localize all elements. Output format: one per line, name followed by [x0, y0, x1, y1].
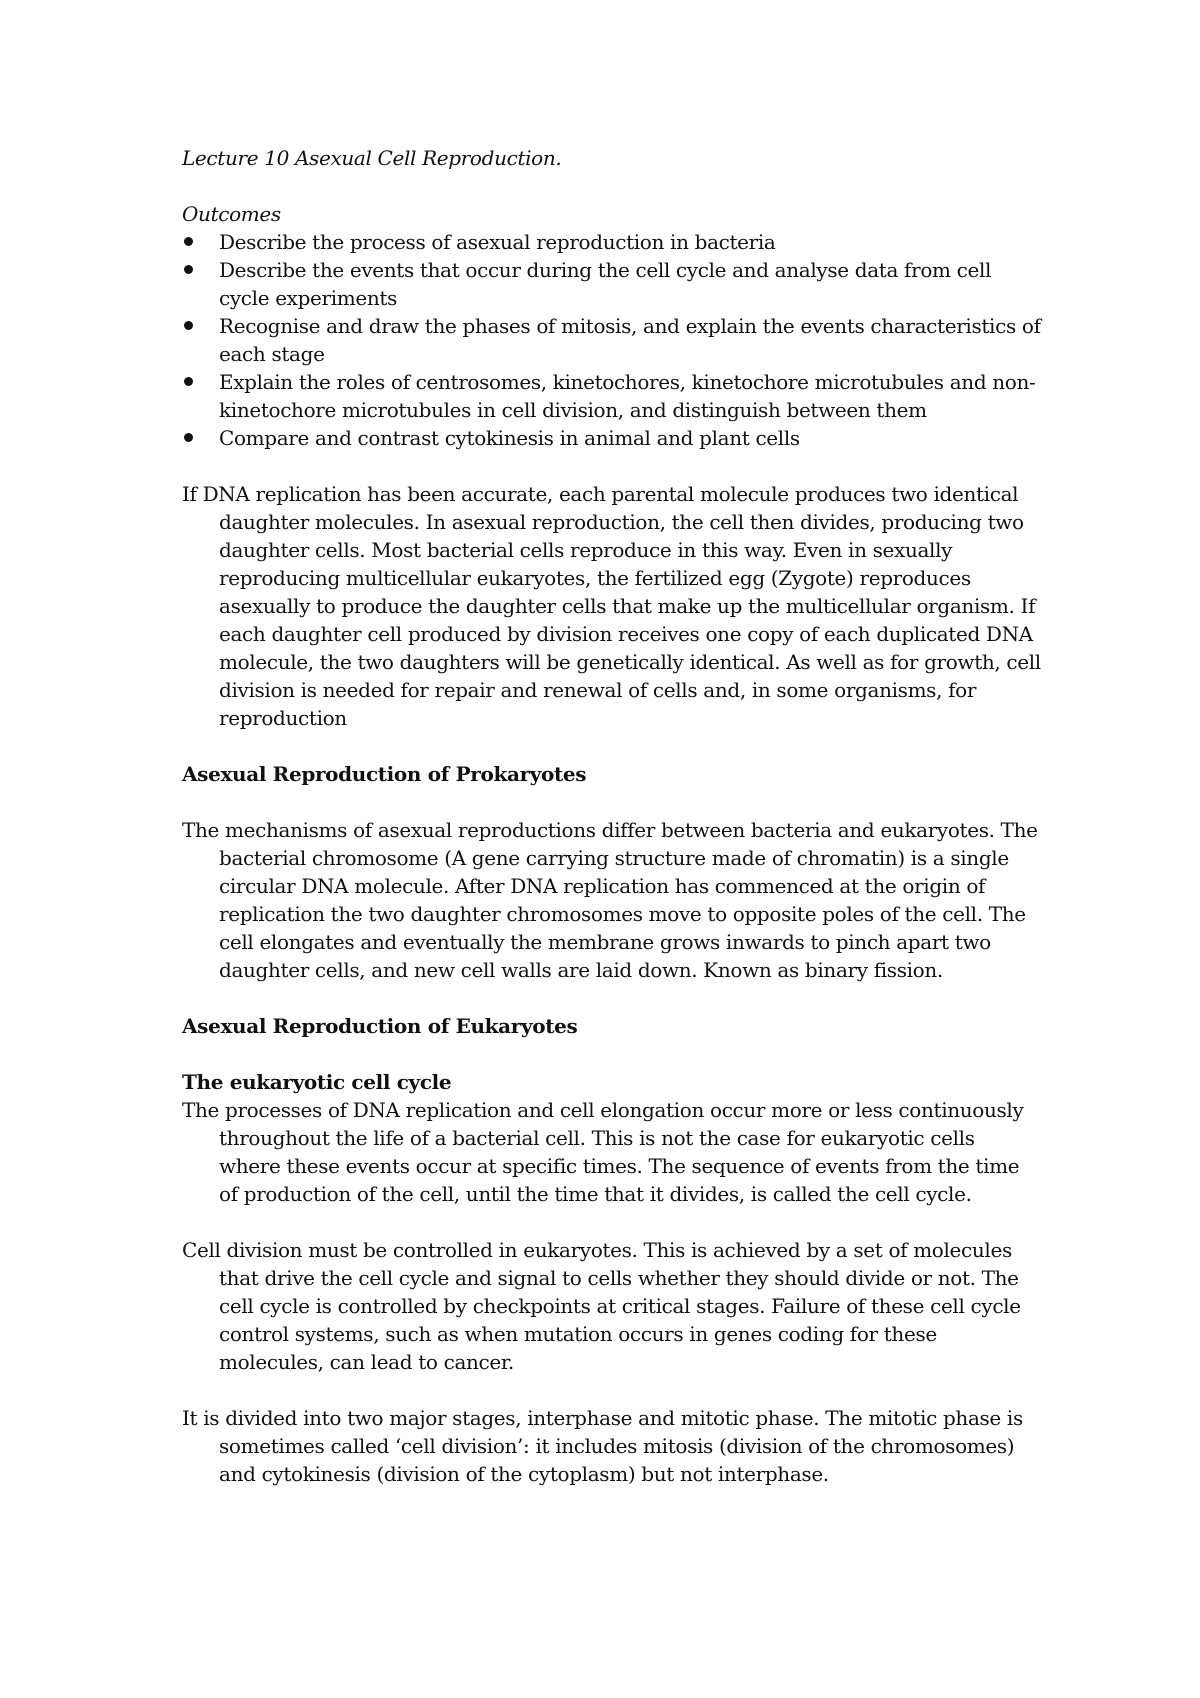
cell-cycle-paragraph-2: Cell division must be controlled in eukaryotes. This is achieved by a set of molecules that drive the cell cycle and signal to cells whether they should divide or not. The cell cycle is controlled by checkpoints at critical stages. Failure of these cell cycle control systems, such as when mutation occurs in genes coding for these molecules, can lead to cancer.: [182, 1238, 1021, 1374]
outcome-item: [182, 424, 1042, 452]
outcome-text: Describe the events that occur during the cell cycle and analyse data from cell cycle experiments: [219, 258, 992, 310]
intro-paragraph: If DNA replication has been accurate, each parental molecule produces two identical daughter molecules. In asexual reproduction, the cell then divides, producing two daughter cells. Most bacterial cells reproduce in this way. Even in sexually reproducing multicellular eukaryotes, the fertilized egg (Zygote) reproduces asexually to produce the daughter cells that make up the multicellular organism. If each daughter cell produced by division receives one copy of each duplicated DNA molecule, the two daughters will be genetically identical. As well as for growth, cell division is needed for repair and renewal of cells and, in some organisms, for reproduction: [182, 482, 1041, 730]
outcome-text: Compare and contrast cytokinesis in animal and plant cells: [219, 426, 800, 450]
eukaryotes-heading: Asexual Reproduction of Eukaryotes: [182, 1014, 578, 1038]
outcomes-list: [182, 228, 1042, 452]
prokaryotes-heading: Asexual Reproduction of Prokaryotes: [182, 762, 587, 786]
outcome-item: [182, 368, 1042, 424]
cell-cycle-heading: The eukaryotic cell cycle: [182, 1070, 452, 1094]
bullet-icon: [184, 265, 193, 274]
outcome-item: [182, 312, 1042, 368]
outcome-item: [182, 256, 1042, 312]
outcome-text: Explain the roles of centrosomes, kinetochores, kinetochore microtubules and non-kinetochore microtubules in cell division, and distinguish between them: [219, 370, 1036, 422]
document-title: Lecture 10 Asexual Cell Reproduction.: [182, 146, 562, 170]
outcome-text: Recognise and draw the phases of mitosis, and explain the events characteristics of each stage: [219, 314, 1041, 366]
outcomes-heading: Outcomes: [182, 202, 281, 226]
prokaryotes-paragraph: The mechanisms of asexual reproductions differ between bacteria and eukaryotes. The bacterial chromosome (A gene carrying structure made of chromatin) is a single circular DNA molecule. After DNA replication has commenced at the origin of replication the two daughter chromosomes move to opposite poles of the cell. The cell elongates and eventually the membrane grows inwards to pinch apart two daughter cells, and new cell walls are laid down. Known as binary fission.: [182, 818, 1038, 982]
document-page: [182, 144, 1042, 1516]
bullet-icon: [184, 377, 193, 386]
outcome-text: Describe the process of asexual reproduction in bacteria: [219, 230, 776, 254]
cell-cycle-paragraph-1: The processes of DNA replication and cell elongation occur more or less continuously throughout the life of a bacterial cell. This is not the case for eukaryotic cells where these events occur at specific times. The sequence of events from the time of production of the cell, until the time that it divides, is called the cell cycle.: [182, 1098, 1024, 1206]
bullet-icon: [184, 433, 193, 442]
cell-cycle-paragraph-3: It is divided into two major stages, interphase and mitotic phase. The mitotic phase is sometimes called ‘cell division’: it includes mitosis (division of the chromosomes) and cytokinesis (division of the cytoplasm) but not interphase.: [182, 1406, 1023, 1486]
bullet-icon: [184, 237, 193, 246]
bullet-icon: [184, 321, 193, 330]
outcome-item: [182, 228, 1042, 256]
